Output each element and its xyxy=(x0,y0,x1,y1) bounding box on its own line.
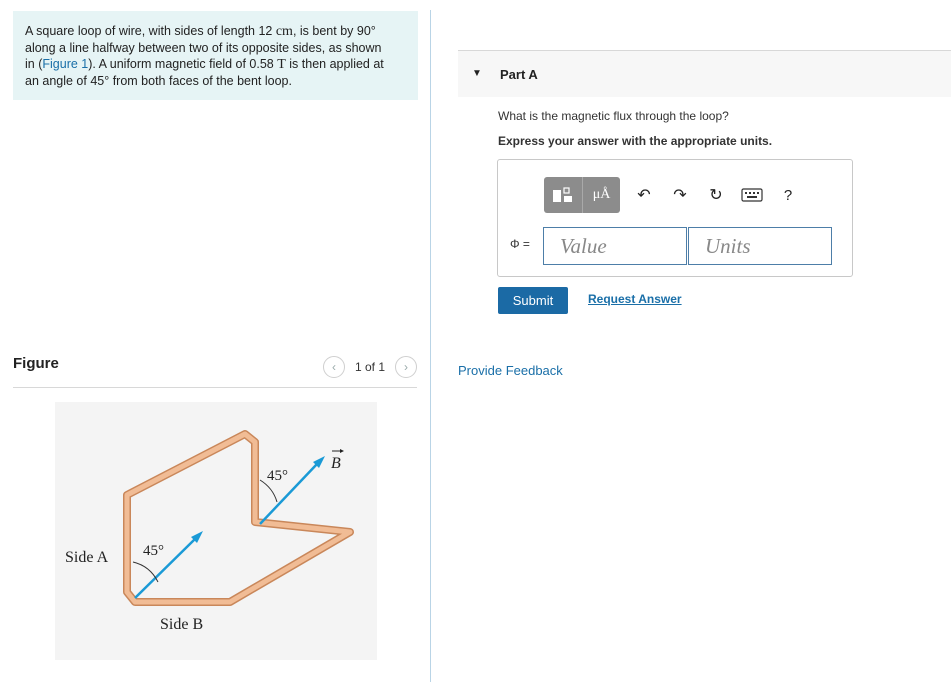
value-input[interactable] xyxy=(543,227,687,265)
math-toolbar xyxy=(544,176,806,214)
pager-count: 1 of 1 xyxy=(354,360,385,374)
angle-label-upper: 45° xyxy=(267,468,288,484)
units-input[interactable] xyxy=(688,227,832,265)
part-title: Part A xyxy=(500,67,538,82)
figure-pager xyxy=(323,356,417,378)
problem-line-3: in (Figure 1). A uniform magnetic field of 0.58 T is then applied at xyxy=(25,57,384,72)
answer-panel xyxy=(497,159,853,277)
figure-title: Figure xyxy=(13,355,59,372)
side-b-label: Side B xyxy=(160,616,204,633)
bent-loop-diagram xyxy=(55,402,377,660)
help-button[interactable]: ? xyxy=(783,186,793,204)
column-divider xyxy=(430,10,431,682)
field-label: B xyxy=(331,455,341,472)
reset-icon[interactable]: ↻ xyxy=(709,187,723,204)
keyboard-icon[interactable] xyxy=(734,177,770,213)
side-a-label: Side A xyxy=(65,549,109,566)
caret-down-icon[interactable]: ▼ xyxy=(472,68,482,79)
request-answer-link[interactable]: Request Answer xyxy=(588,292,682,306)
figure-link[interactable]: Figure 1 xyxy=(42,57,89,71)
chevron-left-icon[interactable]: ‹ xyxy=(323,356,345,378)
field-arrow-lower xyxy=(135,531,203,598)
angle-label-lower: 45° xyxy=(143,543,164,559)
units-button[interactable]: μÅ xyxy=(582,177,620,213)
part-a-header[interactable] xyxy=(458,50,951,97)
field-arrow-upper xyxy=(260,456,325,524)
phi-label: Φ = xyxy=(510,237,530,251)
question-text: What is the magnetic flux through the loop? xyxy=(498,109,729,123)
provide-feedback-link[interactable]: Provide Feedback xyxy=(458,363,563,378)
toolbar-group xyxy=(544,177,620,213)
chevron-right-icon[interactable]: › xyxy=(395,356,417,378)
field-vector-arrowhead xyxy=(340,449,344,453)
problem-line-2: along a line halfway between two of its opposite sides, as shown xyxy=(25,41,382,55)
submit-button[interactable]: Submit xyxy=(498,287,568,314)
wire-loop xyxy=(127,434,350,602)
instruction-text: Express your answer with the appropriate units. xyxy=(498,134,773,148)
template-icon[interactable] xyxy=(544,177,582,213)
problem-line-4: an angle of 45° from both faces of the bent loop. xyxy=(25,74,292,88)
problem-statement xyxy=(13,11,418,100)
redo-icon[interactable]: ↷ xyxy=(673,187,687,204)
problem-line-1: A square loop of wire, with sides of length 12 cm, is bent by 90° xyxy=(25,24,376,39)
figure-header xyxy=(13,355,417,388)
undo-icon[interactable]: ↶ xyxy=(637,187,651,204)
